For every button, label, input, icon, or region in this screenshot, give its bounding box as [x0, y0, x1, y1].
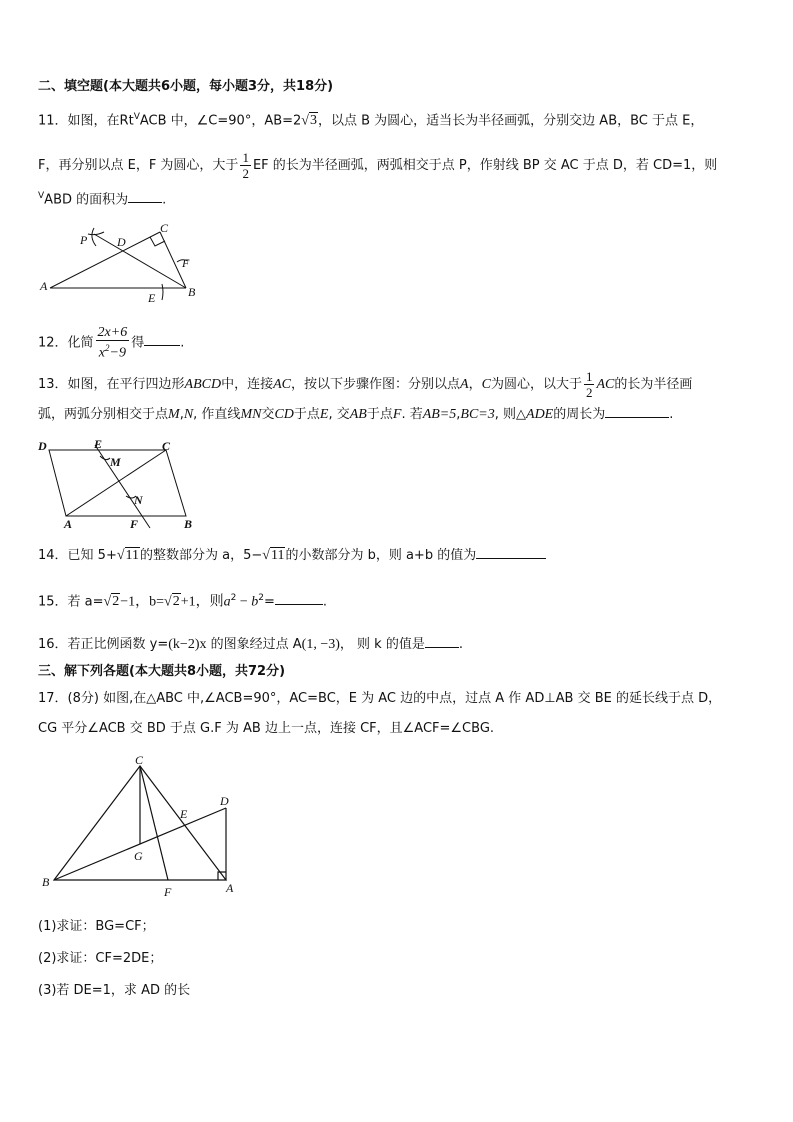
q13-c: C — [481, 377, 491, 392]
q17-line-1: 17．(8分) 如图,在△ABC 中,∠ACB=90°，AC=BC，E 为 AC 边的中点，过点 A 作 AD⊥AB 交 BE 的延长线于点 D， — [38, 691, 722, 706]
q13-label-d: D — [38, 439, 47, 453]
q13-fraction — [584, 369, 595, 400]
section-2-title: 二、填空题(本大题共6小题，每小题3分，共18分) — [38, 79, 334, 94]
q11-tri-mark: V — [133, 112, 140, 122]
q16-function: (k−2)x — [168, 637, 207, 652]
q13-sep: , — [179, 407, 184, 422]
q13-label-a: A — [64, 517, 73, 530]
q11-figure — [36, 220, 206, 305]
q15-sqrt-2: √2 — [164, 594, 180, 610]
q12-fraction — [96, 325, 130, 361]
q12-denominator — [96, 341, 130, 361]
q11-label-c: C — [160, 221, 169, 235]
q11-label-b: B — [188, 285, 196, 299]
q13-text-15: 的周长为 — [553, 407, 606, 422]
q14-text-1: 14．已知 5+ — [38, 548, 117, 563]
q11-label-f: F — [182, 256, 190, 270]
q13-ab: AB — [349, 407, 367, 422]
q13-text-10: , 交 — [328, 407, 350, 422]
q15-text-3: +1，则 — [180, 594, 224, 610]
q13-frac-den: 2 — [585, 385, 593, 400]
q17-line-2: CG 平分∠ACB 交 BD 于点 G.F 为 AB 边上一点，连接 CF，且∠ACF=∠CBG. — [38, 721, 495, 736]
q17-sub-2: (2)求证：CF=2DE； — [38, 951, 163, 966]
q15-minus: − — [236, 594, 252, 610]
q14-line — [38, 546, 546, 565]
q13-arc-m — [100, 456, 110, 460]
q11-label-p: P — [80, 233, 88, 247]
q17-segment-cf — [140, 766, 168, 880]
q11-label-a: A — [40, 279, 48, 293]
q11-label-e: E — [148, 291, 156, 305]
q13-text-5: 的长为半径画 — [614, 377, 693, 392]
q13-answer-blank[interactable] — [605, 405, 669, 418]
q17-label-a: A — [226, 881, 234, 895]
q13-abcd: ABCD — [184, 377, 222, 392]
q17-label-f: F — [164, 885, 172, 899]
q13-mn: MN — [240, 407, 262, 422]
q13-ac-2: AC — [596, 377, 615, 392]
q13-text-9: 于点 — [293, 407, 320, 422]
q11-sqrt: √3 — [301, 113, 317, 129]
q14-answer-blank[interactable] — [476, 546, 546, 559]
q11-text-end: . — [162, 192, 167, 208]
q15-text-2: −1，b= — [120, 594, 165, 610]
q15-text-1: 15．若 a= — [38, 594, 104, 610]
q15-sqrt-2-radicand: 2 — [172, 594, 180, 610]
q11-line-1 — [38, 108, 703, 130]
q13-ac: AC — [273, 377, 292, 392]
q17-label-e: E — [180, 807, 188, 821]
q13-text-2: 中，连接 — [221, 377, 274, 392]
q13-text-12: . 若 — [401, 407, 423, 422]
q15-var-b: b — [251, 594, 259, 610]
q11-text-b: ACB 中，∠C=90°，AB=2 — [139, 113, 302, 129]
q11-label-d: D — [117, 235, 126, 249]
q17-sub-1: (1)求证：BG=CF； — [38, 919, 155, 934]
q14-sqrt-2: √11 — [262, 548, 285, 563]
q12-end: . — [180, 335, 185, 351]
q14-sqrt-1-radicand: 11 — [125, 548, 140, 563]
q13-label-n: N — [134, 493, 143, 507]
q13-label-c: C — [162, 439, 171, 453]
q15-exp-1: 2 — [230, 593, 237, 603]
q16-text-3: ， 则 k 的值是 — [339, 637, 425, 652]
q15-answer-blank[interactable] — [275, 592, 323, 605]
q13-e: E — [319, 407, 329, 422]
q14-text-2: 的整数部分为 a，5− — [140, 548, 263, 563]
q13-cond-2: BC=3 — [460, 407, 495, 422]
q14-text-3: 的小数部分为 b，则 a+b 的值为 — [285, 548, 477, 563]
q13-label-f: F — [130, 517, 139, 530]
q15-exp-2: 2 — [258, 593, 264, 603]
q11-text-e: EF 的长为半径画弧，两弧相交于点 P，作射线 BP 交 AC 于点 D，若 CD=1，则 — [252, 158, 718, 173]
q12-suffix: 得 — [131, 335, 145, 351]
q11-arc-e — [162, 284, 163, 300]
q11-arc-p1 — [92, 228, 96, 246]
q13-end: . — [669, 407, 674, 422]
q13-text-4: 为圆心，以大于 — [490, 377, 582, 392]
q13-frac-num: 1 — [585, 369, 593, 384]
q13-ade: ADE — [526, 407, 554, 422]
q13-text-11: 于点 — [366, 407, 393, 422]
q13-f: F — [392, 407, 402, 422]
q12-answer-blank[interactable] — [144, 333, 180, 346]
q17-sub-3: (3)若 DE=1，求 AD 的长 — [38, 983, 191, 998]
q13-text-8: 交 — [261, 407, 275, 422]
q13-cond-1: AB=5 — [422, 407, 457, 422]
q11-arc-p2 — [88, 232, 104, 235]
q16-text-2: 的图象经过点 A — [206, 637, 302, 652]
q12-den-exp: 2 — [105, 343, 110, 353]
q13-text-6: 弧，两弧分别相交于点 — [38, 407, 169, 422]
q15-sqrt-1: √2 — [103, 594, 120, 610]
q12-den-base: x — [98, 345, 106, 361]
q15-end: . — [322, 594, 328, 610]
q12-line — [38, 325, 184, 361]
q16-answer-blank[interactable] — [425, 635, 459, 648]
section-3-title: 三、解下列各题(本大题共8小题，共72分) — [38, 664, 286, 679]
q11-sqrt-radicand: 3 — [309, 113, 317, 129]
q13-label-m: M — [110, 455, 121, 469]
q14-sqrt-2-radicand: 11 — [270, 548, 285, 563]
q14-sqrt-1: √11 — [116, 548, 140, 563]
q13-line-1 — [38, 369, 692, 400]
q15-equals: = — [264, 594, 275, 610]
q16-text-1: 16．若正比例函数 y= — [38, 637, 169, 652]
q13-comma: ， — [468, 377, 482, 392]
q13-text-3: ，按以下步骤作图：分别以点 — [291, 377, 461, 392]
q16-point: (1, −3) — [301, 637, 340, 652]
q16-line — [38, 635, 463, 654]
q17-figure — [36, 752, 246, 900]
q11-text-a: 11．如图，在Rt — [38, 113, 134, 129]
q11-frac-num: 1 — [242, 150, 249, 165]
q12-numerator: 2x+6 — [97, 325, 128, 340]
q12-den-rest: −9 — [109, 345, 126, 361]
q15-sqrt-1-radicand: 2 — [112, 594, 120, 610]
q13-cd: CD — [274, 407, 294, 422]
q13-m: M — [168, 407, 180, 422]
q17-label-g: G — [134, 849, 143, 863]
q11-text-c: ，以点 B 为圆心，适当长为半径画弧，分别交边 AB，BC 于点 E， — [317, 113, 704, 129]
q13-text-13: , — [456, 407, 461, 422]
q13-figure — [36, 436, 200, 530]
q15-var-a: a — [223, 594, 231, 610]
q17-label-c: C — [135, 753, 144, 767]
q11-line-2 — [38, 150, 717, 181]
q13-line-2 — [38, 405, 673, 424]
q16-end: . — [458, 637, 463, 652]
q11-fraction — [240, 150, 251, 181]
q11-tri-mark-2: V — [38, 191, 45, 201]
q13-text-14: , 则△ — [494, 407, 527, 422]
q13-label-e: E — [94, 437, 103, 451]
q13-text-1: 13．如图，在平行四边形 — [38, 377, 185, 392]
q11-text-d: F，再分别以点 E，F 为圆心，大于 — [38, 158, 239, 173]
q13-label-b: B — [184, 517, 193, 530]
q13-text-7: , 作直线 — [193, 407, 241, 422]
q13-a: A — [460, 377, 469, 392]
q12-prefix: 12．化简 — [38, 335, 94, 351]
q15-line — [38, 589, 327, 611]
q11-frac-den: 2 — [242, 166, 249, 181]
q13-n: N — [183, 407, 194, 422]
q17-label-b: B — [42, 875, 50, 889]
q11-text-f: ABD 的面积为 — [44, 192, 129, 208]
q11-answer-blank[interactable] — [128, 190, 162, 203]
q11-line-3 — [38, 187, 166, 209]
q17-label-d: D — [220, 794, 229, 808]
